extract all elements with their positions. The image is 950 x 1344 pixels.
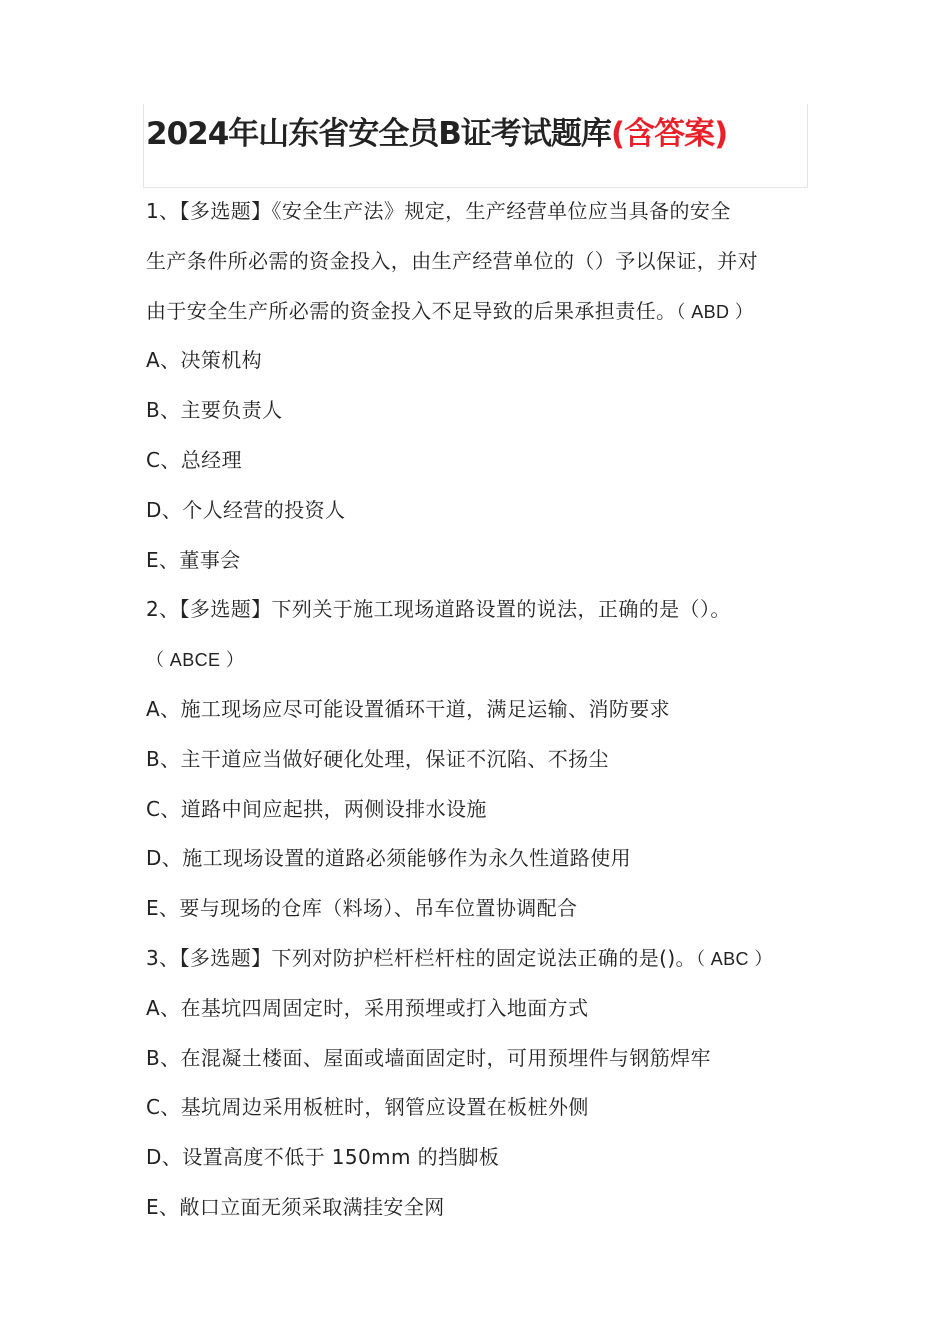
question-1-stem-line-1: 1、【多选题】《安全生产法》规定，生产经营单位应当具备的安全 xyxy=(146,199,731,223)
question-1-option-a: A、决策机构 xyxy=(146,348,263,373)
question-3-stem-text: 3、【多选题】下列对防护栏杆栏杆柱的固定说法正确的是()。 xyxy=(146,945,696,970)
question-3-option-e: E、敞口立面无须采取满挂安全网 xyxy=(146,1194,445,1219)
question-2-answer-line xyxy=(146,635,818,685)
question-3-option-c: C、基坑周边采用板桩时，钢管应设置在板桩外侧 xyxy=(146,1095,589,1120)
question-2-option-c: C、道路中间应起拱，两侧设排水设施 xyxy=(146,796,487,821)
title-main: 2024年山东省安全员B证考试题库 xyxy=(146,116,611,152)
question-2 xyxy=(146,585,818,934)
question-1-option-d: D、个人经营的投资人 xyxy=(146,497,346,522)
question-2-option-b: B、主干道应当做好硬化处理，保证不沉陷、不扬尘 xyxy=(146,746,609,771)
question-3-answer: （ ABC ） xyxy=(695,948,773,969)
question-2-option-e: E、要与现场的仓库（料场）、吊车位置协调配合 xyxy=(146,896,578,921)
question-1-stem-text: 由于安全生产所必需的资金投入不足导致的后果承担责任。 xyxy=(146,298,677,323)
title-accent: (含答案) xyxy=(610,116,728,152)
document-title xyxy=(146,110,826,158)
question-1 xyxy=(146,187,818,585)
question-1-answer: （ ABD ） xyxy=(676,301,754,322)
question-list xyxy=(146,187,818,1233)
question-1-option-b: B、主要负责人 xyxy=(146,398,283,423)
question-1-option-e: E、董事会 xyxy=(146,547,241,572)
question-1-stem-line-2: 生产条件所必需的资金投入，由生产经营单位的（）予以保证，并对 xyxy=(146,248,758,273)
question-3-option-d: D、设置高度不低于 150mm 的挡脚板 xyxy=(146,1145,500,1170)
question-2-stem-line-1: 2、【多选题】下列关于施工现场道路设置的说法，正确的是（）。 xyxy=(146,597,731,622)
question-1-option-c: C、总经理 xyxy=(146,447,242,472)
question-3-stem-line-1 xyxy=(146,934,818,984)
question-3 xyxy=(146,934,818,1233)
question-2-answer: （ ABCE ） xyxy=(146,650,245,671)
question-2-option-a: A、施工现场应尽可能设置循环干道，满足运输、消防要求 xyxy=(146,696,671,721)
question-2-option-d: D、施工现场设置的道路必须能够作为永久性道路使用 xyxy=(146,846,631,871)
question-3-option-a: A、在基坑四周固定时，采用预埋或打入地面方式 xyxy=(146,995,589,1020)
question-3-option-b: B、在混凝土楼面、屋面或墙面固定时，可用预埋件与钢筋焊牢 xyxy=(146,1045,711,1070)
question-1-stem-line-3 xyxy=(146,287,818,337)
